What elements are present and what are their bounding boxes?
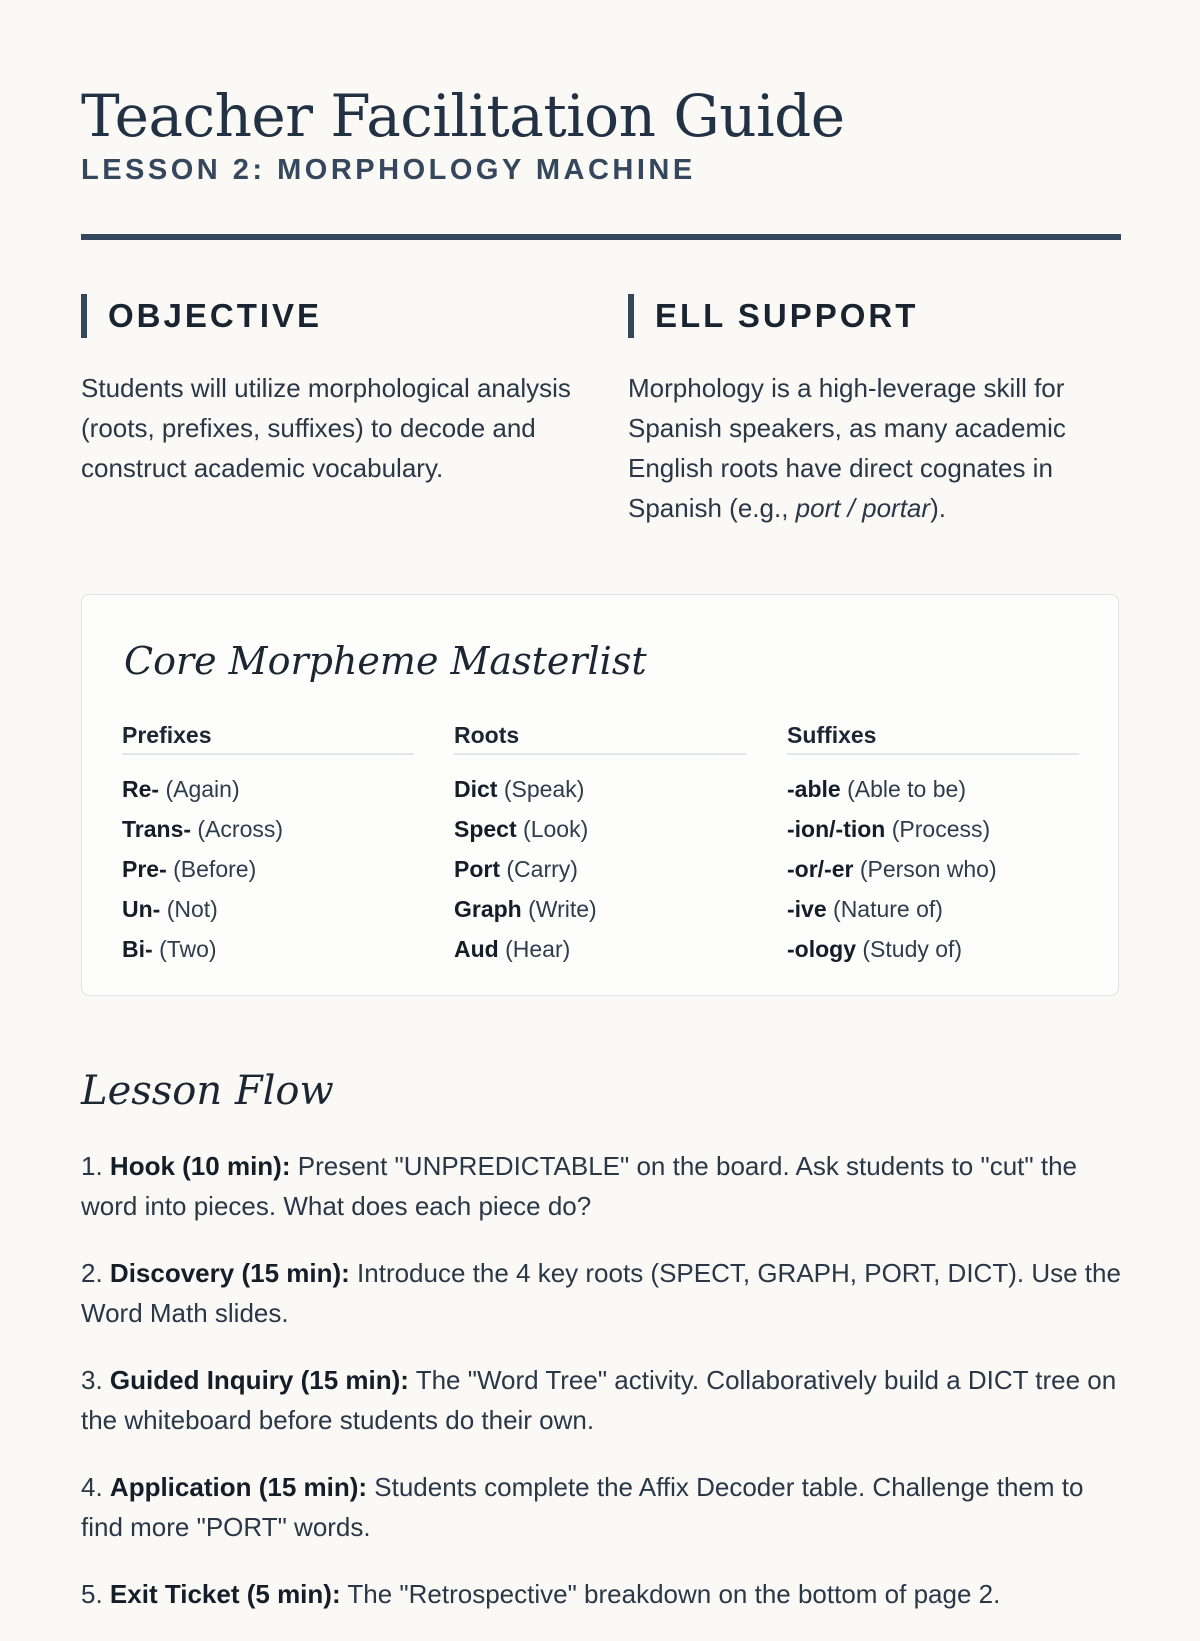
morpheme-term: Trans- [122, 816, 192, 842]
morpheme-meaning: (Process) [891, 816, 991, 842]
list-item [787, 889, 1079, 929]
lesson-step [81, 1574, 1121, 1614]
morpheme-meaning: (Before) [173, 856, 257, 882]
step-number: 1. [81, 1151, 103, 1181]
morpheme-term: Bi- [122, 936, 153, 962]
step-text: The "Word Tree" activity. Collaboratively build a DICT tree on the whiteboard before students do their own. [81, 1365, 1117, 1435]
morpheme-meaning: (Nature of) [833, 896, 943, 922]
suffixes-column [787, 719, 1079, 969]
step-number: 5. [81, 1579, 103, 1609]
list-item [122, 809, 414, 849]
lesson-step [81, 1146, 1121, 1226]
lesson-step [81, 1253, 1121, 1333]
lesson-flow-title: Lesson Flow [81, 1068, 334, 1114]
suffixes-heading: Suffixes [787, 719, 1079, 755]
ell-support-section [628, 294, 1118, 528]
step-number: 2. [81, 1258, 103, 1288]
step-label: Discovery (15 min): [109, 1258, 350, 1288]
objective-body: Students will utilize morphological analysis (roots, prefixes, suffixes) to decode and construct academic vocabulary. [81, 373, 571, 483]
roots-list [454, 769, 746, 969]
step-label: Guided Inquiry (15 min): [109, 1365, 409, 1395]
list-item [122, 769, 414, 809]
morpheme-meaning: (Look) [523, 816, 589, 842]
lesson-step [81, 1360, 1121, 1440]
ell-support-text-end: ). [930, 493, 946, 523]
morpheme-term: -ion/-tion [787, 816, 886, 842]
morpheme-meaning: (Hear) [505, 936, 571, 962]
suffixes-list [787, 769, 1079, 969]
roots-column [454, 719, 746, 969]
morpheme-term: Port [454, 856, 500, 882]
morpheme-term: -or/-er [787, 856, 854, 882]
morpheme-term: Pre- [122, 856, 167, 882]
step-text: Present "UNPREDICTABLE" on the board. Ask students to "cut" the word into pieces. What does each piece do? [81, 1151, 1077, 1221]
list-item [454, 769, 746, 809]
list-item [454, 849, 746, 889]
morpheme-term: Aud [454, 936, 499, 962]
ell-support-text-start: Morphology is a high-leverage skill for Spanish speakers, as many academic English roots have direct cognates in Spanish (e.g., [628, 373, 1066, 523]
ell-support-example: port / portar [795, 493, 931, 523]
morpheme-meaning: (Across) [197, 816, 284, 842]
morpheme-term: Spect [454, 816, 517, 842]
list-item [454, 929, 746, 969]
step-label: Hook (10 min): [109, 1151, 291, 1181]
step-text: Introduce the 4 key roots (SPECT, GRAPH, PORT, DICT). Use the Word Math slides. [81, 1258, 1121, 1328]
morpheme-meaning: (Person who) [859, 856, 997, 882]
morpheme-masterlist-card [81, 594, 1119, 996]
morpheme-meaning: (Two) [159, 936, 217, 962]
list-item [787, 809, 1079, 849]
prefixes-list [122, 769, 414, 969]
list-item [122, 849, 414, 889]
step-number: 3. [81, 1365, 103, 1395]
page-title: Teacher Facilitation Guide [81, 82, 845, 150]
ell-support-heading: ELL SUPPORT [628, 294, 1118, 338]
masterlist-title: Core Morpheme Masterlist [124, 639, 647, 683]
morpheme-term: -ology [787, 936, 856, 962]
prefixes-column [122, 719, 414, 969]
objective-heading: OBJECTIVE [81, 294, 571, 338]
lesson-flow-list [81, 1146, 1121, 1641]
prefixes-heading: Prefixes [122, 719, 414, 755]
morpheme-meaning: (Study of) [862, 936, 963, 962]
morpheme-term: Graph [454, 896, 522, 922]
lesson-subtitle: LESSON 2: MORPHOLOGY MACHINE [81, 154, 696, 186]
morpheme-term: -able [787, 776, 841, 802]
list-item [454, 889, 746, 929]
morpheme-meaning: (Speak) [503, 776, 585, 802]
list-item [122, 889, 414, 929]
step-number: 4. [81, 1472, 103, 1502]
morpheme-term: Dict [454, 776, 498, 802]
lesson-step [81, 1467, 1121, 1547]
morpheme-meaning: (Not) [166, 896, 218, 922]
step-label: Exit Ticket (5 min): [109, 1579, 341, 1609]
header-divider [81, 234, 1121, 240]
ell-support-body [628, 368, 1118, 528]
step-text: The "Retrospective" breakdown on the bottom of page 2. [347, 1579, 1001, 1609]
list-item [787, 849, 1079, 889]
morpheme-term: Un- [122, 896, 161, 922]
list-item [787, 929, 1079, 969]
objective-section [81, 294, 571, 488]
list-item [787, 769, 1079, 809]
morpheme-meaning: (Carry) [506, 856, 578, 882]
morpheme-term: -ive [787, 896, 827, 922]
morpheme-meaning: (Able to be) [847, 776, 966, 802]
step-text: Students complete the Affix Decoder table. Challenge them to find more "PORT" words. [81, 1472, 1084, 1542]
morpheme-meaning: (Again) [165, 776, 240, 802]
roots-heading: Roots [454, 719, 746, 755]
list-item [454, 809, 746, 849]
morpheme-meaning: (Write) [528, 896, 597, 922]
morpheme-term: Re- [122, 776, 160, 802]
step-label: Application (15 min): [109, 1472, 368, 1502]
list-item [122, 929, 414, 969]
